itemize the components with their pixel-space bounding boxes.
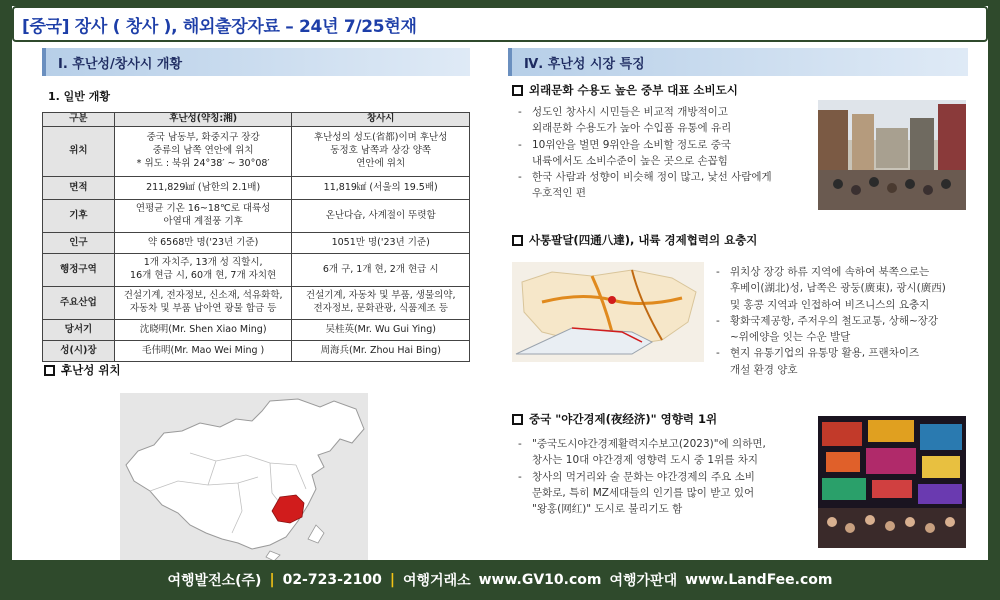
bullet-line: 현지 유통기업의 유통망 활용, 프랜차이즈	[730, 347, 920, 360]
table-row-label: 면적	[43, 177, 115, 200]
footer-url-gv10[interactable]: www.GV10.com	[478, 572, 602, 588]
table-row-label: 기후	[43, 200, 115, 233]
section-header-overview: Ⅰ. 후난성/창사시 개황	[42, 48, 470, 76]
cell-line: 沈晓明(Mr. Shen Xiao Ming)	[139, 323, 267, 335]
cell-line: 毛伟明(Mr. Mao Wei Ming )	[141, 344, 265, 356]
bullet-line: 문화로, 특히 MZ세대들의 인기를 많이 받고 있어	[532, 486, 755, 499]
table-row-label: 위치	[43, 127, 115, 177]
table-row	[43, 200, 470, 233]
bullet-item	[716, 313, 972, 346]
cell-line: 11,819㎢ (서울의 19.5배)	[323, 181, 438, 193]
cell-line: 온난다습, 사계절이 뚜렷함	[325, 209, 436, 221]
cell-line: 동정호 남쪽과 상강 양쪽	[330, 145, 432, 157]
footer-label-exchange: 여행거래소	[403, 573, 471, 589]
table-cell-changsha	[292, 287, 470, 320]
bullet-text	[730, 264, 946, 313]
cell-line: 전자정보, 문화관광, 식품제조 등	[313, 303, 448, 314]
table-header-category: 구분	[43, 113, 115, 127]
bullet-dash: -	[518, 171, 522, 184]
table-cell-hunan	[114, 341, 292, 362]
cell-line: 211,829㎢ (남한의 2.1배)	[146, 181, 261, 193]
table-cell-hunan	[114, 320, 292, 341]
cell-line: 아열대 계절풍 기후	[163, 216, 243, 227]
table-cell-changsha	[292, 341, 470, 362]
bullet-line: "중국도시야간경제활력지수보고(2023)"에 의하면,	[532, 438, 766, 450]
footer-company: 여행발전소(주)	[167, 573, 262, 589]
bullet-dash: -	[716, 266, 720, 278]
table-cell-hunan	[114, 254, 292, 287]
bullet-text	[532, 104, 731, 137]
bullet-line: 후베이(湖北)성, 남쪽은 광둥(廣東), 광시(廣西)	[730, 282, 946, 295]
cell-line: 건설기계, 자동차 및 부품, 생물의약,	[305, 290, 456, 302]
bullet-text	[532, 169, 772, 202]
table-row	[43, 254, 470, 287]
railway-map-icon	[512, 262, 704, 362]
table-row-label: 인구	[43, 233, 115, 254]
checkbox-icon	[44, 365, 55, 376]
bullet-dash: -	[518, 470, 522, 483]
bullet-dash: -	[518, 438, 522, 450]
title-bar	[12, 6, 988, 42]
footer-separator: |	[389, 572, 395, 588]
subsection-title-general: 1. 일반 개황	[48, 90, 110, 103]
cell-line: 吴桂英(Mr. Wu Gui Ying)	[325, 323, 436, 335]
footer-phone: 02-723-2100	[282, 572, 382, 588]
cell-line: 6개 구, 1개 현, 2개 현급 시	[322, 263, 439, 275]
table-cell-hunan	[114, 200, 292, 233]
cell-line: 건설기계, 전자정보, 신소재, 석유화학,	[123, 290, 283, 302]
bullet-line: 한국 사람과 성향이 비슷해 정이 많고, 낯선 사람에게	[532, 171, 772, 184]
topic-heading-logistics	[512, 232, 757, 248]
bullet-dash: -	[716, 347, 720, 360]
table-cell-hunan	[114, 233, 292, 254]
bullet-item	[716, 264, 972, 313]
topic-heading-consumption	[512, 82, 738, 98]
bullet-line: 10위안을 벌면 9위안을 소비할 정도로 중국	[532, 138, 732, 151]
bullet-dash: -	[716, 314, 720, 327]
street-photo-icon	[818, 100, 966, 210]
topic-heading-night-economy	[512, 411, 717, 427]
checkbox-icon	[512, 235, 523, 246]
table-cell-changsha	[292, 127, 470, 177]
table-cell-hunan	[114, 127, 292, 177]
table-row-label: 주요산업	[43, 287, 115, 320]
table-row-label: 성(시)장	[43, 341, 115, 362]
bullet-line: 및 홍콩 지역과 인접하여 비즈니스의 요충지	[730, 298, 930, 311]
table-row-label: 당서기	[43, 320, 115, 341]
table-row	[43, 320, 470, 341]
footer-url-landfee[interactable]: www.LandFee.com	[685, 572, 833, 588]
bullet-item	[518, 104, 808, 137]
china-map-icon	[120, 393, 368, 563]
table-row	[43, 287, 470, 320]
table-header-changsha: 창사시	[292, 113, 470, 127]
table-row-label: 행정구역	[43, 254, 115, 287]
bullet-line: "왕홍(网红)" 도시로 불리기도 함	[532, 503, 683, 516]
table-row	[43, 341, 470, 362]
bullet-line: 창사의 먹거리와 술 문화는 야간경제의 주요 소비	[532, 470, 755, 483]
topic-bullets-night-economy	[518, 436, 810, 517]
table-cell-changsha	[292, 233, 470, 254]
topic-bullets-logistics	[716, 264, 972, 378]
bullet-line: ~위에양을 잇는 수운 발달	[730, 331, 851, 344]
checkbox-icon	[512, 414, 523, 425]
cell-line: 1개 자치주, 13개 성 직할시,	[143, 257, 263, 269]
night-market-icon	[818, 416, 966, 548]
bullet-dash: -	[518, 106, 522, 118]
bullet-line: 우호적인 편	[532, 187, 587, 200]
bullet-dash: -	[518, 138, 522, 151]
map-heading-text: 후난성 위치	[61, 363, 121, 377]
overview-table	[42, 112, 470, 362]
table-cell-changsha	[292, 254, 470, 287]
bullet-line: 창사는 10대 야간경제 영향력 도시 중 1위를 차지	[532, 454, 758, 467]
bullet-line: 황화국제공항, 주저우의 철도교통, 상해~장강	[730, 314, 939, 327]
bullet-line: 개설 환경 양호	[730, 363, 798, 376]
section-header-market: Ⅳ. 후난성 시장 특징	[508, 48, 968, 76]
bullet-item	[518, 137, 808, 170]
cell-line: 周海兵(Mr. Zhou Hai Bing)	[320, 344, 441, 356]
table-header-row	[43, 113, 470, 127]
bullet-item	[716, 345, 972, 378]
bullet-item	[518, 436, 810, 469]
topic-heading-text: 중국 "야간경제(夜经济)" 영향력 1위	[529, 412, 718, 426]
frame-left	[0, 0, 12, 600]
frame-right	[988, 0, 1000, 600]
table-row	[43, 177, 470, 200]
table-cell-changsha	[292, 200, 470, 233]
cell-line: 연평균 기온 16~18℃로 대륙성	[135, 203, 271, 215]
table-cell-changsha	[292, 177, 470, 200]
bullet-line: 외래문화 수용도가 높아 수입품 유통에 유리	[532, 122, 732, 135]
page-title: [중국] 장사 ( 창사 ), 해외출장자료 – 24년 7/25현재	[22, 16, 417, 37]
table-header-hunan: 후난성(약칭:湘)	[114, 113, 292, 127]
bullet-text	[532, 469, 755, 518]
bullet-text	[730, 313, 938, 346]
cell-line: 후난성의 성도(省都)이며 후난성	[314, 132, 448, 144]
cell-line: 중국 남동부, 화중지구 장강	[146, 132, 260, 144]
table-cell-hunan	[114, 287, 292, 320]
bullet-text	[730, 345, 919, 378]
footer	[0, 560, 1000, 600]
cell-line: 중류의 남쪽 연안에 위치	[152, 145, 254, 157]
topic-bullets-consumption	[518, 104, 808, 202]
checkbox-icon	[512, 85, 523, 96]
map-heading	[44, 362, 121, 378]
bullet-item	[518, 169, 808, 202]
cell-line: 연안에 위치	[356, 157, 406, 169]
bullet-text	[532, 137, 731, 170]
table-row	[43, 127, 470, 177]
bullet-line: 성도인 창사시 시민들은 비교적 개방적이고	[532, 106, 728, 118]
cell-line: 약 6568만 명('23년 기준)	[147, 236, 259, 248]
table-row	[43, 233, 470, 254]
bullet-line: 위치상 장강 하류 지역에 속하여 북쪽으로는	[730, 266, 930, 278]
table-cell-changsha	[292, 320, 470, 341]
street-photo	[818, 100, 966, 210]
bullet-item	[518, 469, 810, 518]
bullet-text	[532, 436, 766, 469]
footer-separator: |	[269, 572, 275, 588]
night-market-photo	[818, 416, 966, 548]
cell-line: 자동차 및 부품 납아연 광물 합금 등	[129, 303, 277, 314]
topic-heading-text: 외래문화 수용도 높은 중부 대표 소비도시	[529, 83, 738, 97]
bullet-line: 내륙에서도 소비수준이 높은 곳으로 손꼽힘	[532, 154, 728, 167]
railway-map-image	[512, 262, 704, 362]
china-map	[120, 393, 368, 563]
cell-line: * 위도 : 북위 24°38′ ~ 30°08′	[136, 157, 270, 169]
table-cell-hunan	[114, 177, 292, 200]
topic-heading-text: 사통팔달(四通八達), 내륙 경제협력의 요충지	[529, 233, 758, 247]
cell-line: 1051만 명('23년 기준)	[331, 236, 430, 248]
footer-label-stand: 여행가판대	[609, 573, 678, 589]
cell-line: 16개 현급 시, 60개 현, 7개 자치현	[130, 270, 277, 281]
